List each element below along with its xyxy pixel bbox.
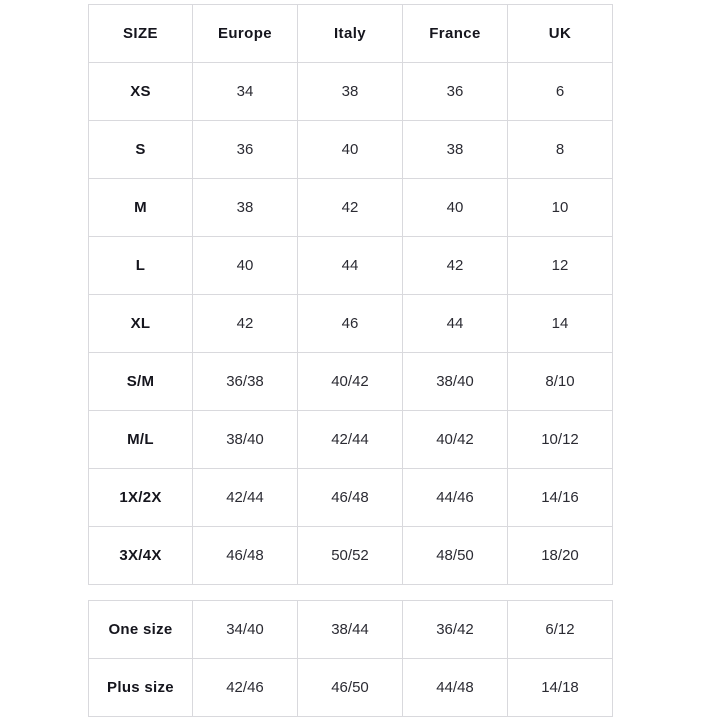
cell-uk: 8/10 bbox=[508, 353, 613, 411]
column-header-italy: Italy bbox=[298, 5, 403, 63]
cell-france: 36/42 bbox=[403, 601, 508, 659]
table-row bbox=[89, 469, 613, 527]
cell-europe: 38 bbox=[193, 179, 298, 237]
cell-italy: 44 bbox=[298, 237, 403, 295]
cell-uk: 18/20 bbox=[508, 527, 613, 585]
cell-france: 40/42 bbox=[403, 411, 508, 469]
cell-europe: 40 bbox=[193, 237, 298, 295]
table-row bbox=[89, 527, 613, 585]
cell-italy: 42 bbox=[298, 179, 403, 237]
cell-europe: 46/48 bbox=[193, 527, 298, 585]
table-row bbox=[89, 237, 613, 295]
row-label: 1X/2X bbox=[89, 469, 193, 527]
column-header-france: France bbox=[403, 5, 508, 63]
cell-france: 42 bbox=[403, 237, 508, 295]
row-label: XL bbox=[89, 295, 193, 353]
cell-france: 44 bbox=[403, 295, 508, 353]
cell-uk: 10/12 bbox=[508, 411, 613, 469]
column-header-europe: Europe bbox=[193, 5, 298, 63]
cell-europe: 36/38 bbox=[193, 353, 298, 411]
special-sizes-table-body bbox=[89, 601, 613, 717]
size-conversion-table bbox=[88, 4, 613, 585]
row-label: S/M bbox=[89, 353, 193, 411]
cell-uk: 14/16 bbox=[508, 469, 613, 527]
row-label: Plus size bbox=[89, 659, 193, 717]
cell-italy: 38 bbox=[298, 63, 403, 121]
cell-france: 38/40 bbox=[403, 353, 508, 411]
table-row bbox=[89, 601, 613, 659]
cell-europe: 36 bbox=[193, 121, 298, 179]
cell-france: 48/50 bbox=[403, 527, 508, 585]
cell-europe: 34/40 bbox=[193, 601, 298, 659]
table-row bbox=[89, 121, 613, 179]
cell-uk: 8 bbox=[508, 121, 613, 179]
cell-france: 40 bbox=[403, 179, 508, 237]
row-label: One size bbox=[89, 601, 193, 659]
cell-italy: 40 bbox=[298, 121, 403, 179]
size-conversion-table-container bbox=[88, 4, 612, 585]
cell-italy: 50/52 bbox=[298, 527, 403, 585]
row-label: M bbox=[89, 179, 193, 237]
row-label: L bbox=[89, 237, 193, 295]
row-label: 3X/4X bbox=[89, 527, 193, 585]
table-row bbox=[89, 659, 613, 717]
table-row bbox=[89, 353, 613, 411]
row-label: S bbox=[89, 121, 193, 179]
cell-europe: 38/40 bbox=[193, 411, 298, 469]
table-body bbox=[89, 63, 613, 585]
cell-europe: 42 bbox=[193, 295, 298, 353]
special-sizes-table bbox=[88, 600, 613, 717]
cell-france: 44/48 bbox=[403, 659, 508, 717]
cell-europe: 42/46 bbox=[193, 659, 298, 717]
cell-italy: 38/44 bbox=[298, 601, 403, 659]
cell-uk: 14 bbox=[508, 295, 613, 353]
cell-france: 38 bbox=[403, 121, 508, 179]
row-label: XS bbox=[89, 63, 193, 121]
cell-italy: 46/48 bbox=[298, 469, 403, 527]
cell-france: 44/46 bbox=[403, 469, 508, 527]
cell-italy: 46/50 bbox=[298, 659, 403, 717]
cell-italy: 46 bbox=[298, 295, 403, 353]
cell-france: 36 bbox=[403, 63, 508, 121]
cell-europe: 34 bbox=[193, 63, 298, 121]
cell-uk: 6/12 bbox=[508, 601, 613, 659]
table-row bbox=[89, 411, 613, 469]
row-label: M/L bbox=[89, 411, 193, 469]
cell-uk: 6 bbox=[508, 63, 613, 121]
cell-uk: 12 bbox=[508, 237, 613, 295]
column-header-uk: UK bbox=[508, 5, 613, 63]
cell-italy: 42/44 bbox=[298, 411, 403, 469]
cell-uk: 10 bbox=[508, 179, 613, 237]
table-row bbox=[89, 179, 613, 237]
table-header-row bbox=[89, 5, 613, 63]
cell-uk: 14/18 bbox=[508, 659, 613, 717]
column-header-size: SIZE bbox=[89, 5, 193, 63]
table-row bbox=[89, 295, 613, 353]
table-row bbox=[89, 63, 613, 121]
cell-italy: 40/42 bbox=[298, 353, 403, 411]
cell-europe: 42/44 bbox=[193, 469, 298, 527]
special-sizes-table-container bbox=[88, 600, 612, 717]
table-header bbox=[89, 5, 613, 63]
